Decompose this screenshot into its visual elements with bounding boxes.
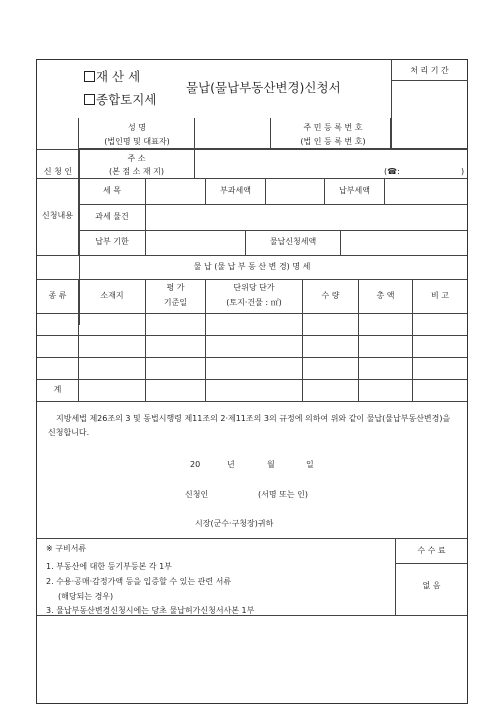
applicant-section-label: 신 청 인 — [43, 167, 73, 176]
table-row[interactable] — [38, 336, 467, 357]
day-label: 일 — [306, 460, 314, 469]
statement-text: 지방세법 제26조의 3 및 동법시행령 제11조의 2·제11조의 3의 규정에 의하여 위와 같이 물납(물납부동산변경)을 신청합니다. — [48, 414, 451, 437]
requested-amount-label: 물납신청세액 — [269, 237, 317, 246]
phone-close: ) — [461, 167, 465, 176]
col-unit-price-line2: (토지·건물 : ㎡) — [226, 298, 282, 307]
col-quantity: 수 량 — [321, 291, 340, 300]
tax-item-label: 세 목 — [103, 186, 121, 195]
total-row[interactable] — [79, 380, 467, 401]
documents-item-2: 2. 수용·공매·감정가액 등을 입증할 수 있는 관련 서류 — [46, 577, 232, 586]
fee-label: 수 수 료 — [417, 546, 446, 555]
tax-item-value[interactable] — [146, 179, 205, 204]
col-unit-price-line1: 단위당 단가 — [233, 283, 275, 292]
col-valuation-line2: 기준일 — [163, 298, 188, 307]
table-row[interactable] — [38, 358, 467, 379]
year-label: 년 — [227, 460, 235, 469]
address-label-line1: 주 소 — [127, 154, 146, 163]
documents-item-3: 3. 물납부동산변경신청시에는 당초 물납허가신청서사본 1부 — [46, 606, 255, 615]
name-label-line2: (법인명 및 대표자) — [104, 137, 170, 146]
addressee: 시장(군수·구청장)귀하 — [195, 519, 274, 528]
documents-item-1: 1. 부동산에 대한 등기부등본 각 1부 — [46, 562, 172, 571]
col-location: 소재지 — [100, 291, 124, 300]
documents-heading: ※ 구비서류 — [46, 544, 87, 553]
address-label-line2: (본 점 소 재 지) — [108, 167, 165, 176]
request-section-label: 신청내용 — [42, 211, 73, 220]
requested-amount-value[interactable] — [341, 231, 467, 255]
address-value[interactable] — [195, 149, 375, 178]
signature-label: (서명 또는 인) — [258, 490, 308, 499]
col-total: 총 액 — [376, 291, 395, 300]
due-date-label: 납부 기한 — [95, 237, 129, 246]
taxable-property-value[interactable] — [146, 205, 467, 230]
applicant-sign-value[interactable] — [212, 486, 256, 502]
payable-amount-label: 납부세액 — [339, 186, 370, 195]
id-number-value[interactable] — [391, 119, 467, 148]
taxable-property-label: 과세 물건 — [95, 212, 129, 221]
name-value[interactable] — [195, 119, 270, 148]
documents-item-2-note: (해당되는 경우) — [58, 592, 114, 601]
applicant-sign-label: 신청인 — [185, 490, 209, 499]
form-title: 물납(물납부동산변경)신청서 — [186, 80, 341, 95]
type-option-property-tax[interactable]: 재 산 세 — [84, 71, 140, 84]
id-label-line2: (법 인 등 록 번 호) — [300, 137, 366, 146]
name-label-line1: 성 명 — [128, 123, 146, 132]
col-valuation-line1: 평 가 — [166, 283, 185, 292]
assessed-amount-value[interactable] — [266, 179, 324, 204]
month-label: 월 — [267, 460, 275, 469]
table-row[interactable] — [38, 314, 467, 335]
due-date-value[interactable] — [146, 231, 245, 255]
type-option-land-tax[interactable]: 종합토지세 — [84, 94, 156, 107]
phone-label[interactable]: (☎: — [384, 167, 400, 176]
id-label-line1: 주 민 등 록 번 호 — [303, 123, 363, 132]
property-section-title: 물 납 (물 납 부 동 산 변 경) 명 세 — [193, 262, 311, 271]
fee-value: 없 음 — [422, 581, 441, 590]
col-remarks: 비 고 — [431, 291, 449, 300]
year-prefix: 20 — [190, 460, 201, 469]
total-row-label: 계 — [53, 385, 62, 394]
processing-period-label: 처 리 기 간 — [410, 66, 449, 75]
payable-amount-value[interactable] — [385, 179, 467, 204]
assessed-amount-label: 부과세액 — [220, 186, 251, 195]
col-type: 종 류 — [48, 291, 67, 300]
